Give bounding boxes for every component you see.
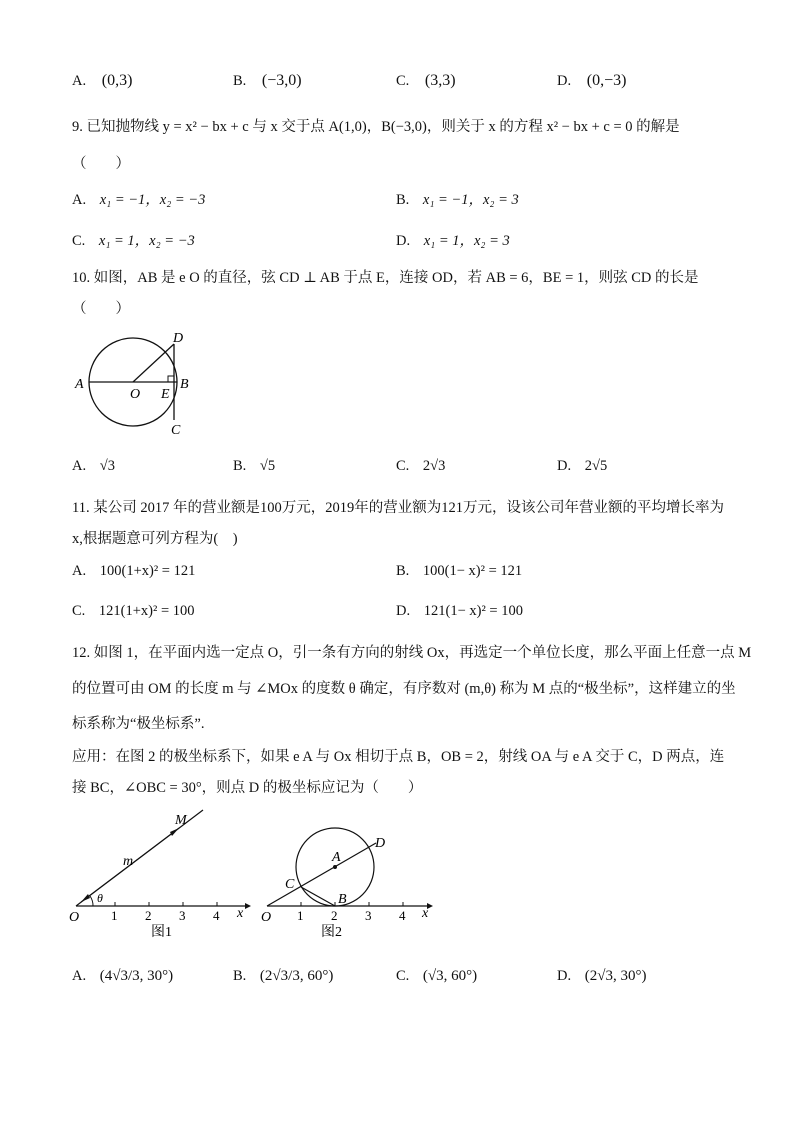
q9-stem: 9. 已知抛物线 y = x² − bx + c 与 x 交于点 A(1,0)，B(−3,0)，则关于 x 的方程 x² − bx + c = 0 的解是 [72,119,680,135]
q12-option-d[interactable]: D. (2√3, 30°) [557,968,647,984]
q11-option-c[interactable]: C. 121(1+x)² = 100 [72,603,195,619]
fig2-label-o: O [261,910,272,925]
label-e: E [161,387,170,402]
label-a: A [75,377,84,392]
fig1-axis-arrow [245,903,251,909]
fig2-segment-bc [301,887,335,906]
q12-line4: 应用：在图 2 的极坐标系下，如果 e A 与 Ox 相切于点 B，OB = 2，射线 OA 与 e A 交于 C，D 两点，连 [72,749,725,765]
fig1-label-x: x [237,906,244,921]
right-angle-mark [168,376,174,382]
fig2-center-a [333,865,337,869]
q9-option-b[interactable]: B. x₁ = −1，x₂ = 3 [396,192,519,208]
fig2-label-d: D [375,836,386,851]
q11-option-a[interactable]: A. 100(1+x)² = 121 [72,563,196,579]
q11-option-b[interactable]: B. 100(1− x)² = 121 [396,563,523,579]
fig1-caption: 图1 [151,925,172,940]
label-c: C [171,423,181,438]
q12-line5: 接 BC，∠OBC = 30°，则点 D 的极坐标应记为（ ） [72,780,423,796]
label-o: O [130,387,141,402]
fig2-label-a: A [332,850,341,865]
q10-option-a[interactable]: A. √3 [72,458,115,474]
fig1-label-o: O [69,910,80,925]
q10-option-d[interactable]: D. 2√5 [557,458,608,474]
fig1-tick-label-2: 2 [145,908,152,923]
fig1-angle-arc [90,896,93,906]
q9-option-d[interactable]: D. x₁ = 1，x₂ = 3 [396,233,510,249]
q10-stem: 10. 如图，AB 是 e O 的直径，弦 CD ⊥ AB 于点 E，连接 OD，若 AB = 6，BE = 1，则弦 CD 的长是 [72,270,699,286]
fig1-label-m-length: m [123,854,134,869]
fig2-label-c: C [285,877,295,892]
q9-paren: （ ） [72,156,130,172]
q12-option-c[interactable]: C. (√3, 60°) [396,968,478,984]
q12-line1: 12. 如图 1，在平面内选一定点 O，引一条有方向的射线 Ox，再选定一个单位长度，那么平面上任意一点 M [72,645,752,661]
q12-figure-2 [255,815,445,940]
q11-option-d[interactable]: D. 121(1− x)² = 100 [396,603,523,619]
q11-stem-line1: 11. 某公司 2017 年的营业额是100万元，2019年的营业额为121万元，设该公司年营业额的平均增长率为 [72,500,724,516]
fig1-tick-label-1: 1 [111,908,118,923]
q8-option-c[interactable]: C. (3,3) [396,72,456,89]
q9-option-a[interactable]: A. x₁ = −1，x₂ = −3 [72,192,206,208]
q11-stem-line2: x,根据题意可列方程为( ) [72,531,238,547]
fig2-tick-label-4: 4 [399,908,406,923]
fig2-tick-label-3: 3 [365,908,372,923]
q12-figure-1 [65,805,255,940]
q12-option-a[interactable]: A. (4√3/3, 30°) [72,968,174,984]
q9-option-c[interactable]: C. x₁ = 1，x₂ = −3 [72,233,195,249]
fig2-caption: 图2 [321,925,342,940]
fig1-label-theta: θ [97,891,103,905]
fig1-tick-label-3: 3 [179,908,186,923]
q10-circle-figure [70,328,220,438]
q10-option-c[interactable]: C. 2√3 [396,458,446,474]
q10-paren: （ ） [72,301,130,317]
fig2-tick-label-2: 2 [331,908,338,923]
fig2-tick-label-1: 1 [297,908,304,923]
q12-line3: 标系称为“极坐标系”. [72,716,205,732]
q10-option-b[interactable]: B. √5 [233,458,276,474]
fig1-length-arrow-start [81,894,90,902]
label-b: B [180,377,189,392]
fig1-length-arrow-end [170,828,179,836]
fig1-label-m-point: M [175,813,187,828]
fig2-label-b: B [338,892,347,907]
q8-option-d[interactable]: D. (0,−3) [557,72,627,89]
label-d: D [173,331,184,346]
q12-line2: 的位置可由 OM 的长度 m 与 ∠MOx 的度数 θ 确定，有序数对 (m,θ) 称为 M 点的“极坐标”，这样建立的坐 [72,681,736,697]
q8-option-a[interactable]: A. (0,3) [72,72,133,89]
q8-option-b[interactable]: B. (−3,0) [233,72,302,89]
fig2-label-x: x [422,906,429,921]
q12-option-b[interactable]: B. (2√3/3, 60°) [233,968,334,984]
fig1-tick-label-4: 4 [213,908,220,923]
